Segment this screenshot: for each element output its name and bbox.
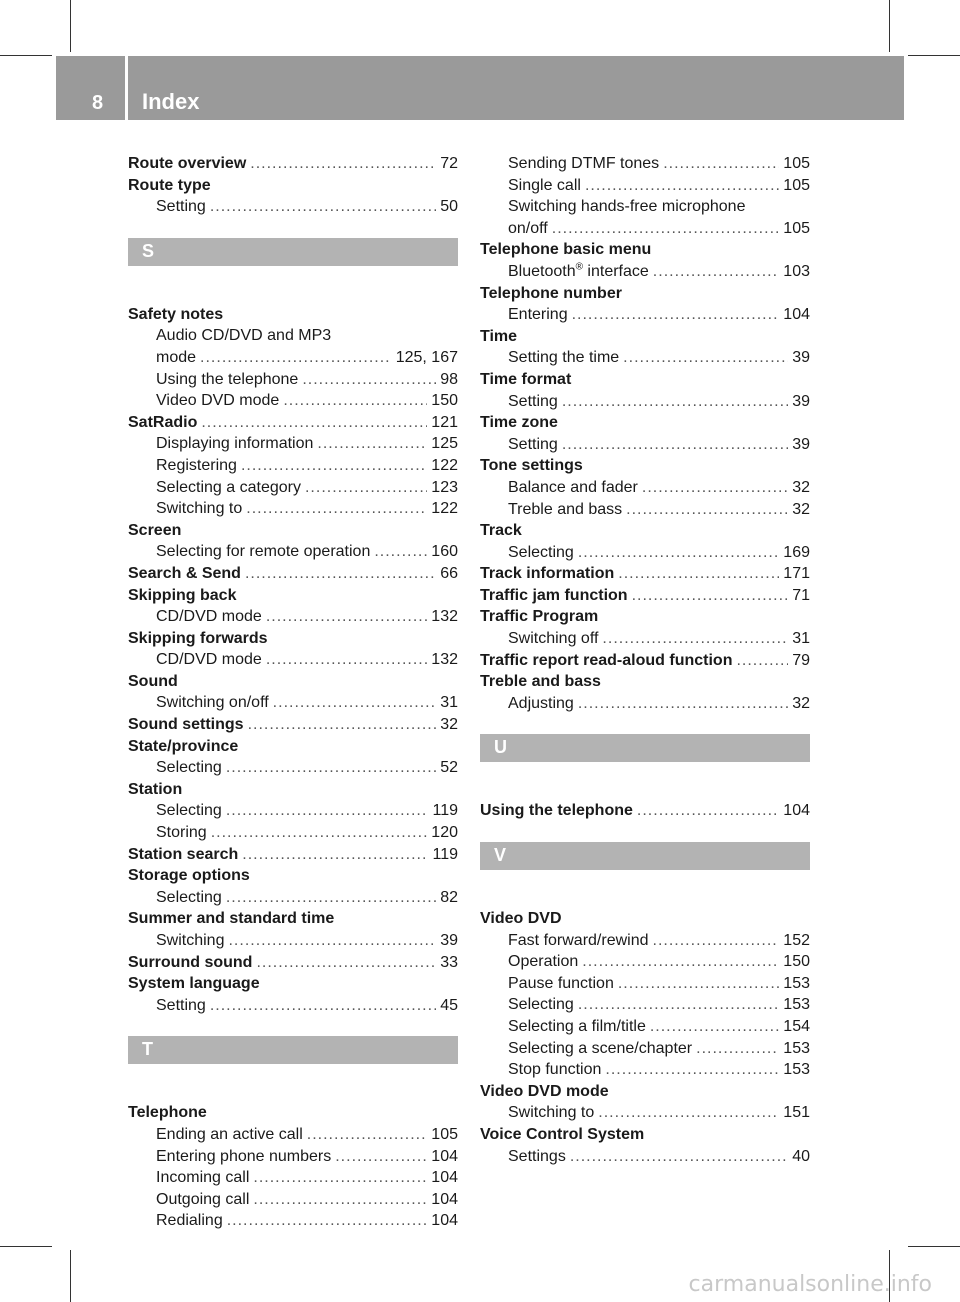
index-entry bbox=[480, 283, 810, 305]
entry-page: 45 bbox=[440, 996, 458, 1014]
entry-page: 104 bbox=[783, 802, 810, 820]
entry-text: Treble and bass bbox=[508, 500, 623, 518]
entry-page: 119 bbox=[432, 802, 458, 820]
letter-heading-label: U bbox=[494, 737, 507, 758]
leader-dots bbox=[241, 455, 427, 477]
entry-text: Station bbox=[128, 780, 183, 798]
leader-dots bbox=[227, 1210, 428, 1232]
index-subentry bbox=[480, 628, 810, 650]
page-header bbox=[56, 56, 904, 120]
entry-text: Using the telephone bbox=[480, 802, 633, 820]
index-entry bbox=[128, 908, 458, 930]
letter-heading bbox=[480, 822, 810, 908]
entry-page: 66 bbox=[440, 564, 458, 582]
leader-dots bbox=[210, 995, 436, 1017]
entry-page: 171 bbox=[783, 565, 810, 583]
entry-page: 72 bbox=[440, 155, 458, 172]
entry-text: Switching off bbox=[508, 630, 599, 648]
entry-text: Registering bbox=[156, 456, 237, 474]
index-entry bbox=[128, 714, 458, 736]
page-number: 8 bbox=[92, 92, 104, 114]
entry-text: Storage options bbox=[128, 867, 250, 885]
entry-page: 154 bbox=[783, 1018, 810, 1035]
entry-text: Track bbox=[480, 522, 522, 540]
leader-dots bbox=[650, 1016, 779, 1038]
entry-text: Settings bbox=[508, 1147, 566, 1165]
index-entry bbox=[128, 412, 458, 434]
entry-text: Entering phone numbers bbox=[156, 1147, 332, 1165]
entry-text: Operation bbox=[508, 953, 579, 971]
index-subentry bbox=[480, 951, 810, 973]
entry-page: 153 bbox=[783, 1061, 810, 1079]
entry-page: 132 bbox=[431, 608, 458, 626]
leader-dots bbox=[663, 153, 779, 175]
entry-text: Selecting a category bbox=[156, 478, 301, 496]
entry-page: 39 bbox=[440, 932, 458, 949]
entry-page: 33 bbox=[440, 953, 458, 971]
leader-dots bbox=[273, 692, 437, 714]
entry-text: Storing bbox=[156, 824, 207, 842]
entry-page: 153 bbox=[783, 1039, 810, 1057]
entry-text: Audio CD/DVD and MP3 bbox=[156, 327, 332, 345]
leader-dots bbox=[632, 585, 789, 607]
index-entry bbox=[480, 671, 810, 693]
index-subentry bbox=[128, 477, 458, 499]
entry-page: 151 bbox=[783, 1104, 810, 1122]
index-subentry bbox=[128, 1124, 458, 1146]
entry-page: 32 bbox=[792, 500, 810, 518]
entry-text: State/province bbox=[128, 737, 239, 755]
entry-page: 39 bbox=[792, 349, 810, 367]
entry-page: 40 bbox=[792, 1147, 810, 1165]
entry-page: 32 bbox=[792, 478, 810, 496]
index-entry bbox=[480, 455, 810, 477]
entry-page: 32 bbox=[792, 694, 810, 712]
index-entry bbox=[480, 585, 810, 607]
leader-dots bbox=[736, 650, 788, 672]
leader-dots bbox=[696, 1038, 779, 1060]
leader-dots bbox=[200, 347, 392, 369]
entry-page: 98 bbox=[440, 370, 458, 388]
entry-page: 31 bbox=[440, 694, 458, 712]
crop-mark bbox=[0, 55, 52, 56]
entry-text: Skipping back bbox=[128, 586, 237, 604]
letter-heading bbox=[128, 1016, 458, 1102]
index-subentry bbox=[128, 800, 458, 822]
entry-page: 105 bbox=[783, 155, 810, 172]
index-entry bbox=[480, 239, 810, 261]
leader-dots bbox=[253, 1167, 427, 1189]
entry-text: Pause function bbox=[508, 974, 614, 992]
entry-text: Skipping forwards bbox=[128, 629, 268, 647]
leader-dots bbox=[653, 261, 780, 283]
entry-text: Time zone bbox=[480, 414, 558, 432]
crop-mark bbox=[70, 1250, 71, 1302]
entry-text: Route overview bbox=[128, 155, 247, 172]
entry-text: Switching on/off bbox=[156, 694, 269, 712]
letter-heading-bar bbox=[128, 1036, 458, 1064]
entry-page: 104 bbox=[431, 1212, 458, 1230]
index-entry bbox=[128, 952, 458, 974]
index-entry bbox=[128, 153, 458, 175]
entry-text: Route type bbox=[128, 176, 211, 194]
leader-dots bbox=[578, 542, 779, 564]
entry-text: Video DVD mode bbox=[480, 1082, 609, 1100]
index-subentry bbox=[480, 693, 810, 715]
entry-text: Outgoing call bbox=[156, 1190, 250, 1208]
entry-page: 125 bbox=[431, 435, 458, 453]
leader-dots bbox=[266, 649, 427, 671]
entry-text: Search & Send bbox=[128, 564, 241, 582]
index-subentry bbox=[480, 542, 810, 564]
letter-heading-label: V bbox=[494, 845, 507, 866]
entry-text: Sound settings bbox=[128, 716, 244, 734]
entry-page: 123 bbox=[431, 478, 458, 496]
leader-dots bbox=[582, 951, 779, 973]
leader-dots bbox=[374, 541, 427, 563]
entry-page: 125, 167 bbox=[395, 348, 458, 366]
entry-page: 103 bbox=[783, 262, 810, 280]
index-entry bbox=[128, 563, 458, 585]
index-subentry bbox=[128, 541, 458, 563]
entry-text: Summer and standard time bbox=[128, 910, 335, 928]
index-entry bbox=[128, 1102, 458, 1124]
index-subentry bbox=[128, 455, 458, 477]
index-entry bbox=[128, 779, 458, 801]
index-entry bbox=[480, 563, 810, 585]
index-subentry bbox=[128, 196, 458, 218]
entry-text: Selecting for remote operation bbox=[156, 543, 371, 561]
index-subentry bbox=[480, 434, 810, 456]
index-subentry bbox=[128, 995, 458, 1017]
entry-text: Tone settings bbox=[480, 457, 583, 475]
index-subentry bbox=[480, 499, 810, 521]
index-subentry bbox=[128, 1146, 458, 1168]
header-separator bbox=[125, 56, 128, 120]
entry-page: 31 bbox=[792, 630, 810, 648]
entry-text: Sending DTMF tones bbox=[508, 155, 660, 172]
leader-dots bbox=[578, 693, 788, 715]
leader-dots bbox=[246, 498, 427, 520]
entry-page: 120 bbox=[431, 824, 458, 842]
index-entry bbox=[480, 326, 810, 348]
entry-page: 122 bbox=[431, 500, 458, 518]
leader-dots bbox=[256, 952, 436, 974]
crop-mark bbox=[70, 0, 71, 52]
entry-text: Selecting a film/title bbox=[508, 1018, 646, 1035]
leader-dots bbox=[302, 369, 436, 391]
entry-text: Setting bbox=[508, 392, 558, 410]
index-subentry bbox=[480, 1102, 810, 1124]
leader-dots bbox=[226, 800, 429, 822]
crop-mark bbox=[0, 1246, 52, 1247]
leader-dots bbox=[248, 714, 437, 736]
index-subentry bbox=[480, 1038, 810, 1060]
entry-page: 79 bbox=[792, 651, 810, 669]
leader-dots bbox=[228, 930, 436, 952]
crop-mark bbox=[908, 1246, 960, 1247]
watermark: carmanualsonline.info bbox=[688, 1272, 932, 1297]
entry-text: Setting bbox=[156, 198, 206, 216]
entry-text: SatRadio bbox=[128, 413, 198, 431]
entry-text: Surround sound bbox=[128, 953, 253, 971]
entry-text: Screen bbox=[128, 521, 182, 539]
index-entry bbox=[480, 800, 810, 822]
entry-page: 71 bbox=[792, 586, 810, 604]
entry-text: Switching hands-free microphone bbox=[508, 198, 746, 216]
entry-text: Bluetooth® interface bbox=[508, 261, 649, 280]
entry-text: Traffic Program bbox=[480, 608, 599, 626]
entry-page: 39 bbox=[792, 392, 810, 410]
index-subentry bbox=[480, 196, 810, 218]
leader-dots bbox=[250, 153, 436, 175]
letter-heading-bar bbox=[128, 238, 458, 266]
index-subentry bbox=[128, 887, 458, 909]
index-subentry bbox=[128, 1189, 458, 1211]
leader-dots bbox=[618, 973, 779, 995]
entry-text: Video DVD bbox=[480, 910, 562, 928]
leader-dots bbox=[623, 347, 788, 369]
entry-page: 39 bbox=[792, 435, 810, 453]
index-entry bbox=[128, 671, 458, 693]
entry-page: 105 bbox=[431, 1125, 458, 1143]
letter-heading-label: S bbox=[142, 240, 155, 261]
index-entry bbox=[128, 175, 458, 197]
index-subentry bbox=[128, 433, 458, 455]
entry-text: Voice Control System bbox=[480, 1125, 645, 1143]
index-column-right bbox=[480, 153, 810, 1167]
entry-text: Using the telephone bbox=[156, 370, 299, 388]
index-subentry bbox=[480, 261, 810, 283]
index-subentry bbox=[128, 822, 458, 844]
index-subentry bbox=[128, 369, 458, 391]
entry-page: 104 bbox=[783, 306, 810, 324]
leader-dots bbox=[210, 196, 436, 218]
entry-text: Fast forward/rewind bbox=[508, 931, 649, 949]
index-subentry bbox=[128, 649, 458, 671]
entry-page: 52 bbox=[440, 759, 458, 777]
letter-heading-bar bbox=[480, 842, 810, 870]
letter-heading-bar bbox=[480, 734, 810, 762]
entry-text: Time bbox=[480, 327, 518, 345]
index-subentry bbox=[480, 1016, 810, 1038]
index-entry bbox=[480, 369, 810, 391]
entry-page: 105 bbox=[783, 219, 810, 237]
entry-page: 32 bbox=[440, 716, 458, 734]
leader-dots bbox=[552, 218, 780, 240]
entry-text: Treble and bass bbox=[480, 673, 601, 691]
entry-page: 104 bbox=[431, 1147, 458, 1165]
entry-text: Selecting bbox=[156, 802, 222, 820]
index-entry bbox=[128, 585, 458, 607]
entry-text: CD/DVD mode bbox=[156, 651, 262, 669]
entry-text: Setting the time bbox=[508, 349, 620, 367]
entry-text: Entering bbox=[508, 306, 568, 324]
index-entry bbox=[128, 844, 458, 866]
index-subentry bbox=[128, 757, 458, 779]
entry-text: Traffic jam function bbox=[480, 586, 628, 604]
entry-text: System language bbox=[128, 975, 260, 993]
leader-dots bbox=[266, 606, 427, 628]
entry-text: Selecting bbox=[156, 759, 222, 777]
entry-text: on/off bbox=[508, 219, 548, 237]
entry-text: Selecting bbox=[508, 543, 574, 561]
entry-page: 122 bbox=[431, 456, 458, 474]
leader-dots bbox=[618, 563, 779, 585]
index-entry bbox=[480, 908, 810, 930]
leader-dots bbox=[637, 800, 779, 822]
index-subentry bbox=[128, 390, 458, 412]
index-subentry bbox=[128, 930, 458, 952]
leader-dots bbox=[317, 433, 427, 455]
entry-page: 104 bbox=[431, 1190, 458, 1208]
entry-text: Switching bbox=[156, 932, 225, 949]
entry-text: Traffic report read-aloud function bbox=[480, 651, 733, 669]
entry-text: Switching to bbox=[156, 500, 243, 518]
entry-page: 132 bbox=[431, 651, 458, 669]
index-subentry bbox=[480, 477, 810, 499]
entry-text: Time format bbox=[480, 370, 572, 388]
leader-dots bbox=[602, 628, 788, 650]
entry-page: 119 bbox=[432, 845, 458, 863]
entry-text: Setting bbox=[508, 435, 558, 453]
leader-dots bbox=[578, 994, 779, 1016]
index-entry bbox=[480, 1124, 810, 1146]
entry-page: 82 bbox=[440, 888, 458, 906]
letter-heading-label: T bbox=[142, 1039, 153, 1060]
entry-page: 121 bbox=[431, 413, 458, 431]
entry-text: CD/DVD mode bbox=[156, 608, 262, 626]
entry-page: 169 bbox=[783, 543, 810, 561]
index-subentry bbox=[480, 1146, 810, 1168]
crop-mark bbox=[908, 55, 960, 56]
index-column-left bbox=[128, 153, 458, 1232]
leader-dots bbox=[242, 844, 428, 866]
index-subentry bbox=[128, 498, 458, 520]
letter-heading bbox=[480, 714, 810, 800]
index-subentry bbox=[480, 930, 810, 952]
leader-dots bbox=[283, 390, 427, 412]
entry-text: Redialing bbox=[156, 1212, 223, 1230]
entry-text: Selecting a scene/chapter bbox=[508, 1039, 693, 1057]
entry-page: 152 bbox=[783, 931, 810, 949]
entry-page: 153 bbox=[783, 996, 810, 1014]
index-entry bbox=[128, 973, 458, 995]
leader-dots bbox=[307, 1124, 428, 1146]
entry-page: 160 bbox=[431, 543, 458, 561]
leader-dots bbox=[253, 1189, 427, 1211]
index-entry bbox=[128, 736, 458, 758]
index-entry bbox=[480, 520, 810, 542]
leader-dots bbox=[572, 304, 780, 326]
crop-mark bbox=[889, 0, 890, 52]
leader-dots bbox=[562, 434, 788, 456]
entry-text: Track information bbox=[480, 565, 615, 583]
index-subentry bbox=[480, 994, 810, 1016]
index-subentry bbox=[480, 1059, 810, 1081]
entry-page: 104 bbox=[431, 1169, 458, 1187]
leader-dots bbox=[642, 477, 788, 499]
entry-page: 150 bbox=[431, 392, 458, 410]
index-subentry bbox=[128, 692, 458, 714]
entry-text: Displaying information bbox=[156, 435, 314, 453]
leader-dots bbox=[626, 499, 788, 521]
entry-text: Telephone basic menu bbox=[480, 241, 652, 259]
entry-text: Selecting bbox=[508, 996, 574, 1014]
index-subentry bbox=[128, 1167, 458, 1189]
index-entry bbox=[480, 1081, 810, 1103]
leader-dots bbox=[570, 1146, 788, 1168]
entry-text: mode bbox=[156, 348, 197, 366]
entry-text: Safety notes bbox=[128, 305, 224, 323]
leader-dots bbox=[335, 1146, 427, 1168]
letter-heading bbox=[128, 218, 458, 304]
leader-dots bbox=[562, 391, 788, 413]
index-entry bbox=[128, 520, 458, 542]
entry-text: Single call bbox=[508, 176, 581, 194]
leader-dots bbox=[605, 1059, 779, 1081]
leader-dots bbox=[226, 757, 436, 779]
entry-text: Incoming call bbox=[156, 1169, 250, 1187]
index-subentry bbox=[480, 175, 810, 197]
entry-text: Adjusting bbox=[508, 694, 574, 712]
entry-text: Station search bbox=[128, 845, 239, 863]
leader-dots bbox=[305, 477, 427, 499]
entry-text: Stop function bbox=[508, 1061, 602, 1079]
leader-dots bbox=[653, 930, 780, 952]
index-entry bbox=[128, 628, 458, 650]
section-title: Index bbox=[142, 89, 200, 114]
entry-page: 150 bbox=[783, 953, 810, 971]
index-entry bbox=[128, 304, 458, 326]
index-subentry bbox=[480, 218, 810, 240]
entry-text: Balance and fader bbox=[508, 478, 638, 496]
leader-dots bbox=[201, 412, 427, 434]
leader-dots bbox=[598, 1102, 779, 1124]
leader-dots bbox=[226, 887, 436, 909]
index-subentry bbox=[128, 347, 458, 369]
entry-page: 153 bbox=[783, 974, 810, 992]
index-subentry bbox=[480, 304, 810, 326]
entry-text: Telephone number bbox=[480, 284, 622, 302]
index-subentry bbox=[480, 347, 810, 369]
leader-dots bbox=[245, 563, 436, 585]
entry-page: 105 bbox=[783, 176, 810, 194]
index-subentry bbox=[480, 153, 810, 175]
index-subentry bbox=[128, 606, 458, 628]
entry-text: Sound bbox=[128, 672, 178, 690]
index-entry bbox=[480, 412, 810, 434]
entry-text: Telephone bbox=[128, 1104, 207, 1122]
entry-text: Ending an active call bbox=[156, 1125, 303, 1143]
leader-dots bbox=[585, 175, 779, 197]
index-entry bbox=[128, 865, 458, 887]
entry-text: Video DVD mode bbox=[156, 392, 280, 410]
index-entry bbox=[480, 650, 810, 672]
entry-text: Switching to bbox=[508, 1104, 595, 1122]
entry-text: Setting bbox=[156, 996, 206, 1014]
leader-dots bbox=[211, 822, 428, 844]
index-subentry bbox=[128, 1210, 458, 1232]
entry-text: Selecting bbox=[156, 888, 222, 906]
index-subentry bbox=[128, 325, 458, 347]
index-subentry bbox=[480, 973, 810, 995]
index-entry bbox=[480, 606, 810, 628]
index-subentry bbox=[480, 391, 810, 413]
entry-page: 50 bbox=[440, 198, 458, 216]
